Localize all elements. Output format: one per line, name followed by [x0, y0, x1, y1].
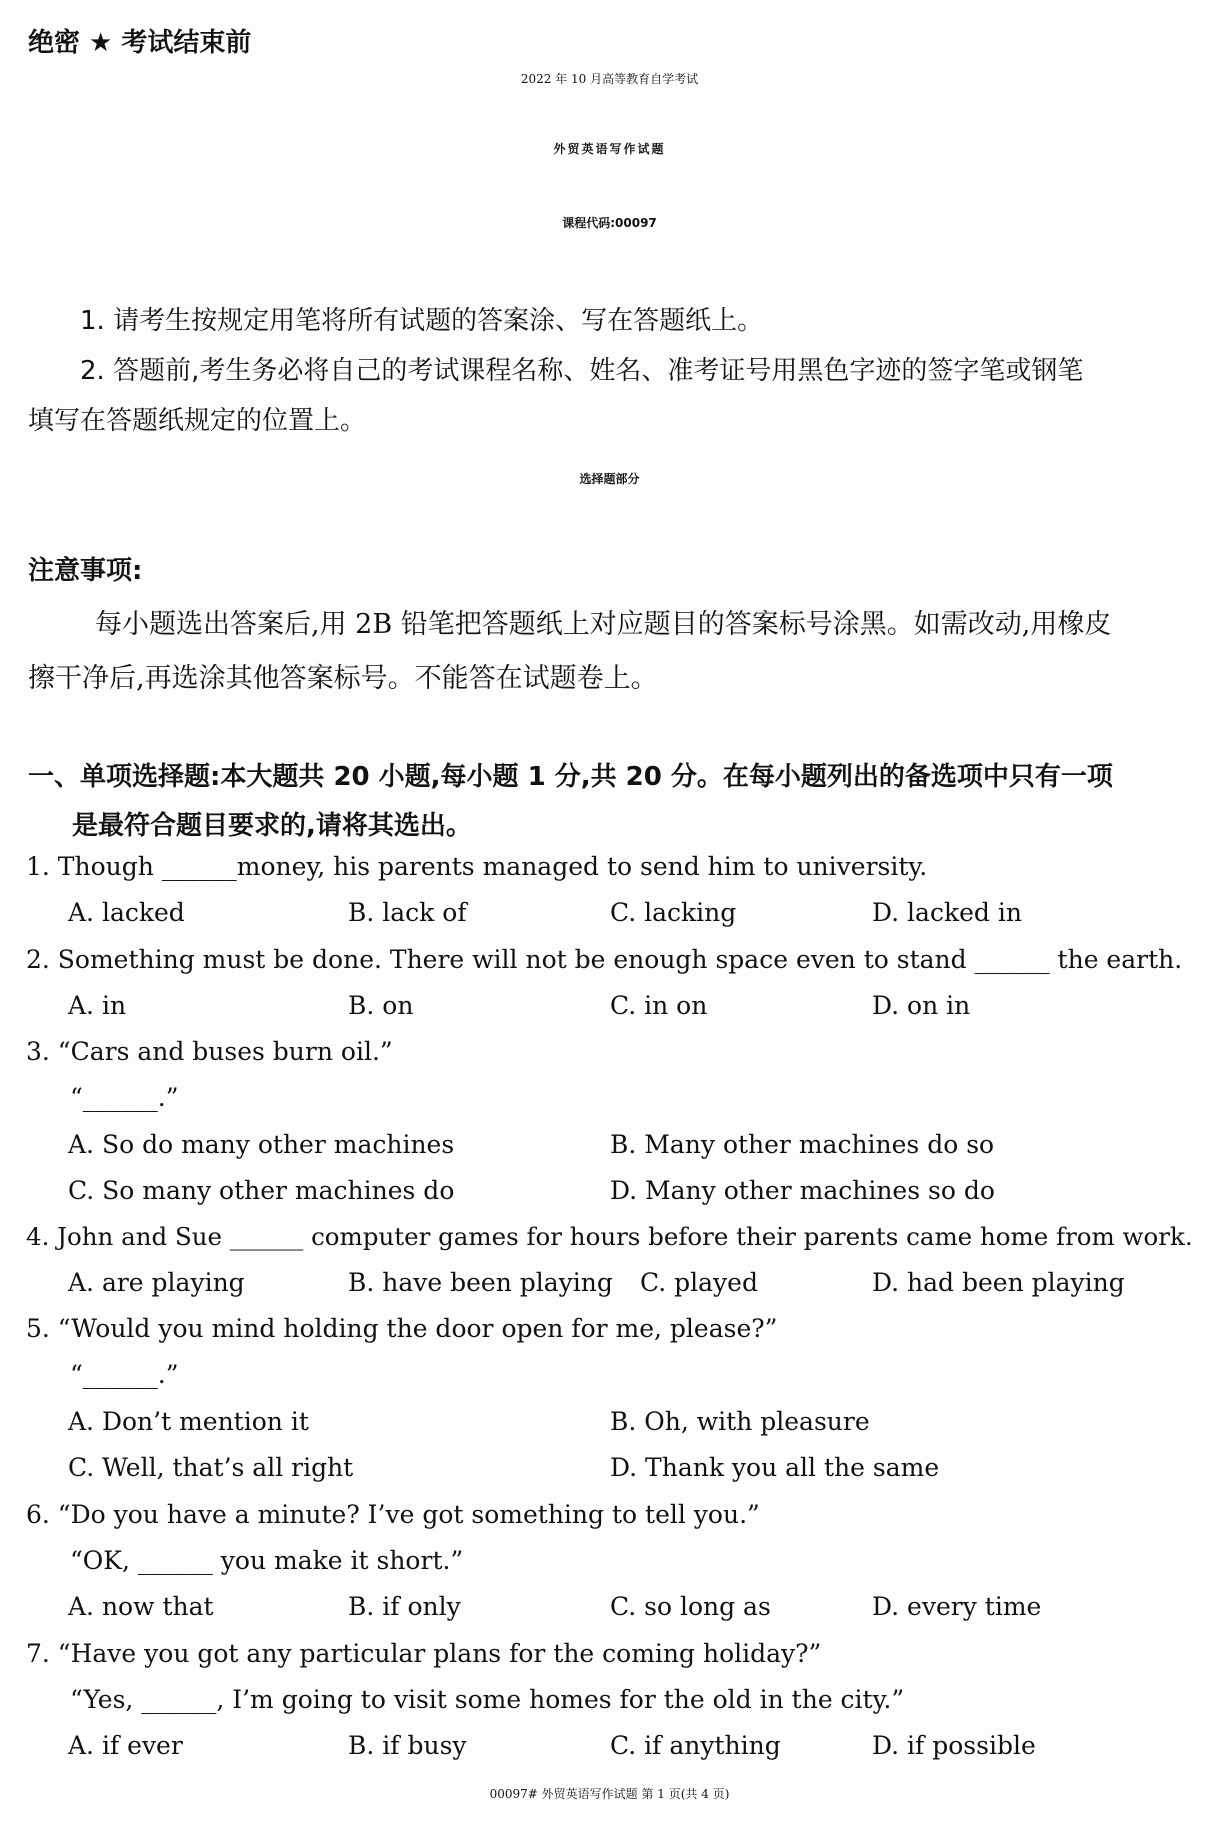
question-5-reply: “______.”: [70, 1360, 179, 1389]
question-5-option-c: C. Well, that’s all right: [68, 1453, 354, 1482]
question-3-stem: 3. “Cars and buses burn oil.”: [26, 1037, 393, 1066]
question-7-option-a: A. if ever: [68, 1731, 183, 1760]
question-6-option-c: C. so long as: [610, 1592, 771, 1621]
question-1-option-a: A. lacked: [68, 898, 185, 927]
question-4-stem: 4. John and Sue ______ computer games for hours before their parents came home from work.: [26, 1222, 1193, 1251]
question-6-option-a: A. now that: [68, 1592, 214, 1621]
instruction-1: 1. 请考生按规定用笔将所有试题的答案涂、写在答题纸上。: [80, 306, 764, 336]
question-3-option-a: A. So do many other machines: [68, 1130, 455, 1159]
course-code: 课程代码:00097: [562, 216, 657, 230]
question-2-option-b: B. on: [348, 991, 414, 1020]
question-7-option-b: B. if busy: [348, 1731, 467, 1760]
instruction-2: 2. 答题前,考生务必将自己的考试课程名称、姓名、准考证号用黑色字迹的签字笔或钢笔: [80, 356, 1084, 386]
question-3-option-b: B. Many other machines do so: [610, 1130, 995, 1159]
question-2-stem: 2. Something must be done. There will not be enough space even to stand ______ the earth.: [26, 945, 1183, 974]
notes-line-2: 擦干净后,再选涂其他答案标号。不能答在试题卷上。: [28, 663, 658, 694]
question-7-reply: “Yes, ______, I’m going to visit some homes for the old in the city.”: [70, 1685, 905, 1714]
question-4-option-b: B. have been playing: [348, 1268, 613, 1297]
instruction-2-cont: 填写在答题纸规定的位置上。: [28, 406, 367, 436]
question-1-option-c: C. lacking: [610, 898, 737, 927]
question-6-stem: 6. “Do you have a minute? I’ve got something to tell you.”: [26, 1500, 760, 1529]
section-title: 选择题部分: [579, 472, 640, 486]
question-6-option-b: B. if only: [348, 1592, 461, 1621]
question-3-option-d: D. Many other machines so do: [610, 1176, 995, 1205]
notes-line-1: 每小题选出答案后,用 2B 铅笔把答题纸上对应题目的答案标号涂黑。如需改动,用橡皮: [95, 609, 1112, 640]
question-7-stem: 7. “Have you got any particular plans for the coming holiday?”: [26, 1639, 822, 1668]
question-5-option-a: A. Don’t mention it: [68, 1407, 309, 1436]
question-3-option-c: C. So many other machines do: [68, 1176, 455, 1205]
question-6-reply: “OK, ______ you make it short.”: [70, 1546, 464, 1575]
question-4-option-a: A. are playing: [68, 1268, 245, 1297]
question-7-option-d: D. if possible: [872, 1731, 1036, 1760]
confidential-label: 绝密 ★ 考试结束前: [28, 28, 252, 58]
question-2-option-a: A. in: [68, 991, 127, 1020]
question-5-option-d: D. Thank you all the same: [610, 1453, 940, 1482]
exam-title: 2022 年 10 月高等教育自学考试: [520, 72, 699, 86]
question-2-option-c: C. in on: [610, 991, 708, 1020]
notes-heading: 注意事项:: [28, 556, 143, 586]
question-1-option-d: D. lacked in: [872, 898, 1022, 927]
part-one-heading: 一、单项选择题:本大题共 20 小题,每小题 1 分,共 20 分。在每小题列出的备选项中只有一项: [28, 762, 1113, 792]
question-1-option-b: B. lack of: [348, 898, 467, 927]
page-footer: 00097# 外贸英语写作试题 第 1 页(共 4 页): [489, 1787, 730, 1801]
question-3-reply: “______.”: [70, 1083, 179, 1112]
question-7-option-c: C. if anything: [610, 1731, 781, 1760]
question-5-option-b: B. Oh, with pleasure: [610, 1407, 870, 1436]
question-4-option-c: C. played: [640, 1268, 758, 1297]
part-one-heading-cont: 是最符合题目要求的,请将其选出。: [72, 811, 472, 841]
question-6-option-d: D. every time: [872, 1592, 1042, 1621]
question-2-option-d: D. on in: [872, 991, 971, 1020]
question-1-stem: 1. Though ______money, his parents managed to send him to university.: [26, 852, 928, 881]
question-5-stem: 5. “Would you mind holding the door open for me, please?”: [26, 1314, 778, 1343]
question-4-option-d: D. had been playing: [872, 1268, 1125, 1297]
subject-title: 外贸英语写作试题: [553, 142, 666, 156]
